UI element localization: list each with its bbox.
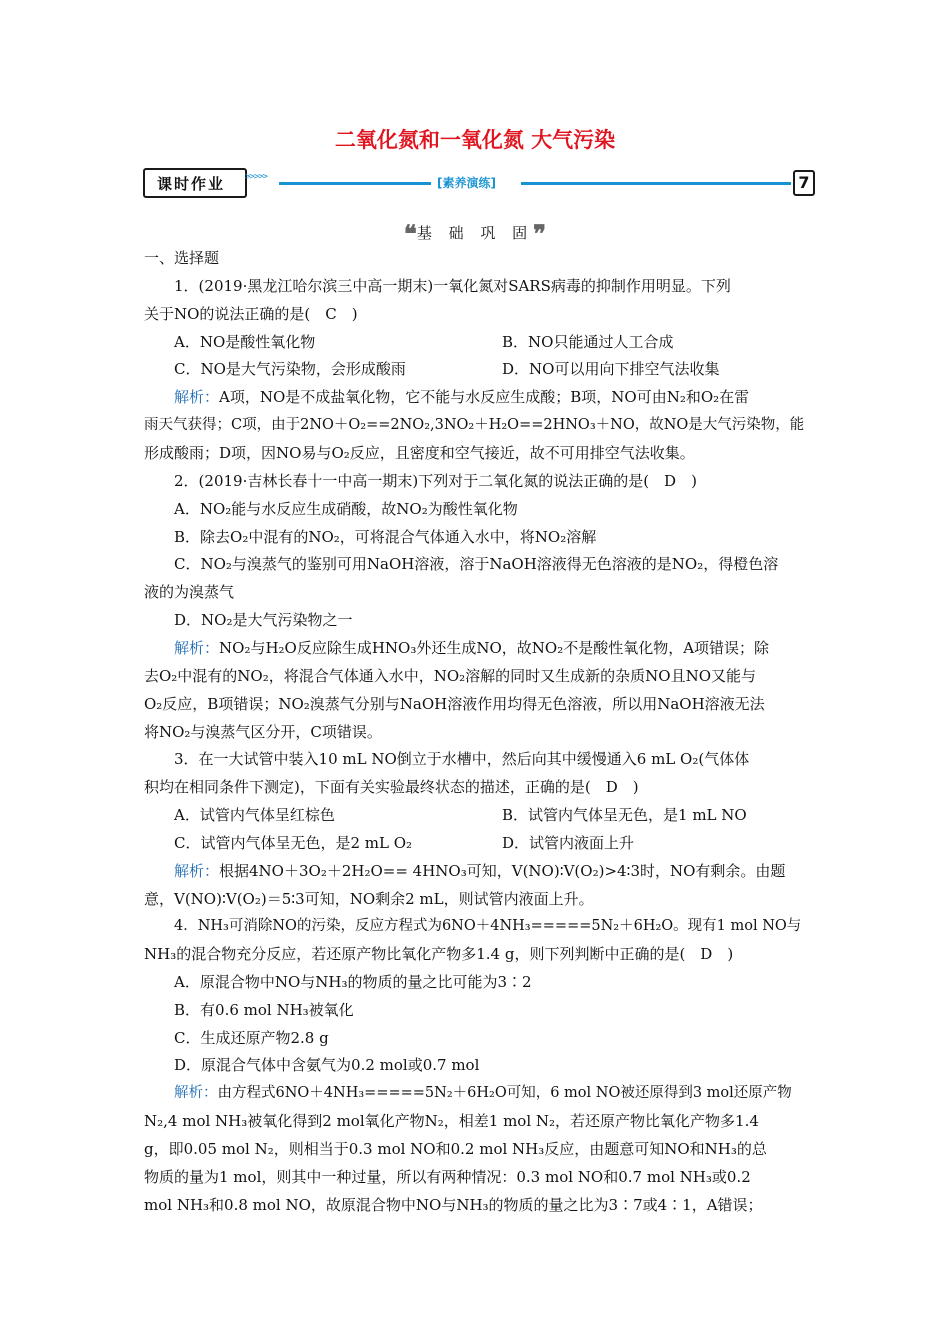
q1-option-d: D．NO可以用向下排空气法收集 [502,360,720,378]
q2-option-d: D．NO₂是大气污染物之一 [174,611,353,629]
close-quote-icon: ❞ [533,219,547,248]
q4-explanation-1 [174,1083,808,1103]
banner-label: 课时作业 [143,168,247,198]
q1-option-c: C．NO是大气污染物，会形成酸雨 [174,360,406,378]
q4-jiexi-label: 解析： [174,1085,218,1101]
q2-stem: 2．(2019·吉林长春十一中高一期末)下列对于二氧化氮的说法正确的是( D ) [174,472,697,490]
q1-explanation-2: 雨天气获得；C项，由于2NO＋O₂==2NO₂,3NO₂＋H₂O==2HNO₃＋NO，故NO是大气污染物，能 [144,417,805,433]
q1-explanation-1-text: A项，NO是不成盐氧化物，它不能与水反应生成酸；B项，NO可由N₂和O₂在雷 [219,388,750,406]
q1-option-b: B．NO只能通过人工合成 [502,333,674,351]
q2-option-a: A．NO₂能与水反应生成硝酸，故NO₂为酸性氧化物 [174,500,518,518]
q4-explanation-4: 物质的量为1 mol，则其中一种过量，所以有两种情况：0.3 mol NO和0.7 mol NH₃或0.2 [144,1168,751,1186]
q2-option-b: B．除去O₂中混有的NO₂，可将混合气体通入水中，将NO₂溶解 [174,528,597,546]
q1-stem-1: 1．(2019·黑龙江哈尔滨三中高一期末)一氧化氮对SARS病毒的抑制作用明显。下列 [174,277,731,295]
q2-explanation-3: O₂反应，B项错误；NO₂溴蒸气分别与NaOH溶液作用均得无色溶液，所以用NaOH溶液无法 [144,695,765,713]
page-title: 二氧化氮和一氧化氮 大气污染 [334,128,616,152]
q2-explanation-4: 将NO₂与溴蒸气区分开，C项错误。 [144,723,382,741]
q3-option-c: C．试管内气体呈无色，是2 mL O₂ [174,834,413,852]
q1-stem-2: 关于NO的说法正确的是( C ) [144,305,358,323]
q4-stem-2: NH₃的混合物充分反应，若还原产物比氧化产物多1.4 g，则下列判断中正确的是( D ) [144,945,734,963]
q2-option-c-2: 液的为溴蒸气 [144,583,235,601]
section-label: 基 础 巩 固 [416,224,534,242]
q3-option-d: D．试管内液面上升 [502,834,635,852]
heading-choice: 一、选择题 [144,249,220,267]
q3-stem-2: 积均在相同条件下测定)，下面有关实验最终状态的描述，正确的是( D ) [144,778,639,796]
q4-option-b: B．有0.6 mol NH₃被氧化 [174,1001,354,1019]
open-quote-icon: ❝ [403,219,417,248]
q3-option-a: A．试管内气体呈红棕色 [174,806,335,824]
q2-option-c-1: C．NO₂与溴蒸气的鉴别可用NaOH溶液，溶于NaOH溶液得无色溶液的是NO₂，得橙色溶 [174,555,779,573]
q4-option-c: C．生成还原产物2.8 g [174,1029,329,1047]
q2-jiexi-label: 解析： [174,639,220,657]
banner-line-right [521,182,791,185]
q1-jiexi-label: 解析： [174,388,220,406]
q4-explanation-3: g，即0.05 mol N₂，则相当于0.3 mol NO和0.2 mol NH₃反应，由题意可知NO和NH₃的总 [144,1140,767,1158]
q3-explanation-1 [174,861,808,881]
banner-number: 7 [793,170,815,196]
section-heading [0,219,950,248]
q3-explanation-1-text: 根据4NO＋3O₂＋2H₂O== 4HNO₃可知，V(NO)∶V(O₂)>4∶3时，NO有剩余。由题 [219,862,786,880]
q2-explanation-2: 去O₂中混有的NO₂，将混合气体通入水中，NO₂溶解的同时又生成新的杂质NO且NO又能与 [144,667,757,685]
banner-line-left [279,182,431,185]
q3-option-b: B．试管内气体呈无色，是1 mL NO [502,806,747,824]
q4-explanation-2: N₂,4 mol NH₃被氧化得到2 mol氧化产物N₂，相差1 mol N₂，若还原产物比氧化产物多1.4 [144,1112,759,1130]
q4-explanation-5: mol NH₃和0.8 mol NO，故原混合物中NO与NH₃的物质的量之比为3∶7或4∶1，A错误； [144,1196,763,1214]
q4-explanation-1-text: 由方程式6NO＋4NH₃=====5N₂＋6H₂O可知，6 mol NO被还原得到3 mol还原产物 [217,1085,792,1101]
q4-option-a: A．原混合物中NO与NH₃的物质的量之比可能为3∶2 [174,973,532,991]
q3-jiexi-label: 解析： [174,862,220,880]
q1-explanation-1 [174,387,808,407]
q1-option-a: A．NO是酸性氧化物 [174,333,316,351]
q4-stem-1: 4．NH₃可消除NO的污染，反应方程式为6NO＋4NH₃=====5N₂＋6H₂O。现有1 mol NO与 [174,918,802,934]
banner-arrows: >>>>> [245,172,268,182]
section-banner [143,168,815,200]
q3-stem-1: 3．在一大试管中装入10 mL NO倒立于水槽中，然后向其中缓慢通入6 mL O₂(气体体 [174,750,750,768]
q2-explanation-1-text: NO₂与H₂O反应除生成HNO₃外还生成NO，故NO₂不是酸性氧化物，A项错误；除 [219,639,770,657]
q1-explanation-3: 形成酸雨；D项，因NO易与O₂反应，且密度和空气接近，故不可用排空气法收集。 [144,444,695,462]
q2-explanation-1 [174,638,808,658]
q4-option-d: D．原混合气体中含氨气为0.2 mol或0.7 mol [174,1056,480,1074]
q3-explanation-2: 意，V(NO)∶V(O₂)＝5∶3可知，NO剩余2 mL，则试管内液面上升。 [144,890,594,908]
banner-tag: [素养演练] [437,176,496,190]
